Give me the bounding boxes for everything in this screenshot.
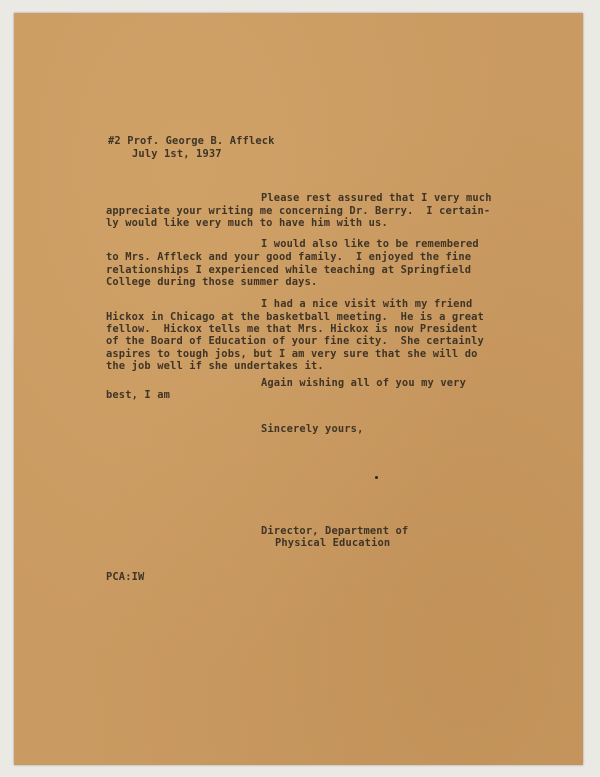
signature-title-line-2: Physical Education [275, 537, 391, 549]
recipient-line: #2 Prof. George B. Affleck [108, 135, 275, 147]
paragraph-3-line-2: Hickox in Chicago at the basketball meeting. He is a great [106, 311, 484, 323]
signature-title-line-1: Director, Department of [261, 525, 409, 537]
reference-initials: PCA:IW [106, 571, 145, 583]
letter-page [14, 13, 583, 765]
closing-salutation: Sincerely yours, [261, 423, 364, 435]
paragraph-3-line-6: the job well if she undertakes it. [106, 360, 324, 372]
ink-speck [375, 476, 378, 479]
paragraph-1-line-1: Please rest assured that I very much [261, 192, 492, 204]
paragraph-3-line-5: aspires to tough jobs, but I am very sure that she will do [106, 348, 478, 360]
paragraph-2-line-4: College during those summer days. [106, 276, 318, 288]
paragraph-4-line-1: Again wishing all of you my very [261, 377, 466, 389]
paragraph-3-line-4: of the Board of Education of your fine city. She certainly [106, 335, 484, 347]
paragraph-3-line-3: fellow. Hickox tells me that Mrs. Hickox is now President [106, 323, 478, 335]
paragraph-2-line-1: I would also like to be remembered [261, 238, 479, 250]
paragraph-2-line-2: to Mrs. Affleck and your good family. I enjoyed the fine [106, 251, 472, 263]
paragraph-4-line-2: best, I am [106, 389, 171, 401]
letter-date: July 1st, 1937 [132, 148, 222, 160]
paragraph-1-line-2: appreciate your writing me concerning Dr. Berry. I certain- [106, 205, 491, 217]
paragraph-2-line-3: relationships I experienced while teaching at Springfield [106, 264, 472, 276]
paragraph-3-line-1: I had a nice visit with my friend [261, 298, 473, 310]
paragraph-1-line-3: ly would like very much to have him with us. [106, 217, 388, 229]
